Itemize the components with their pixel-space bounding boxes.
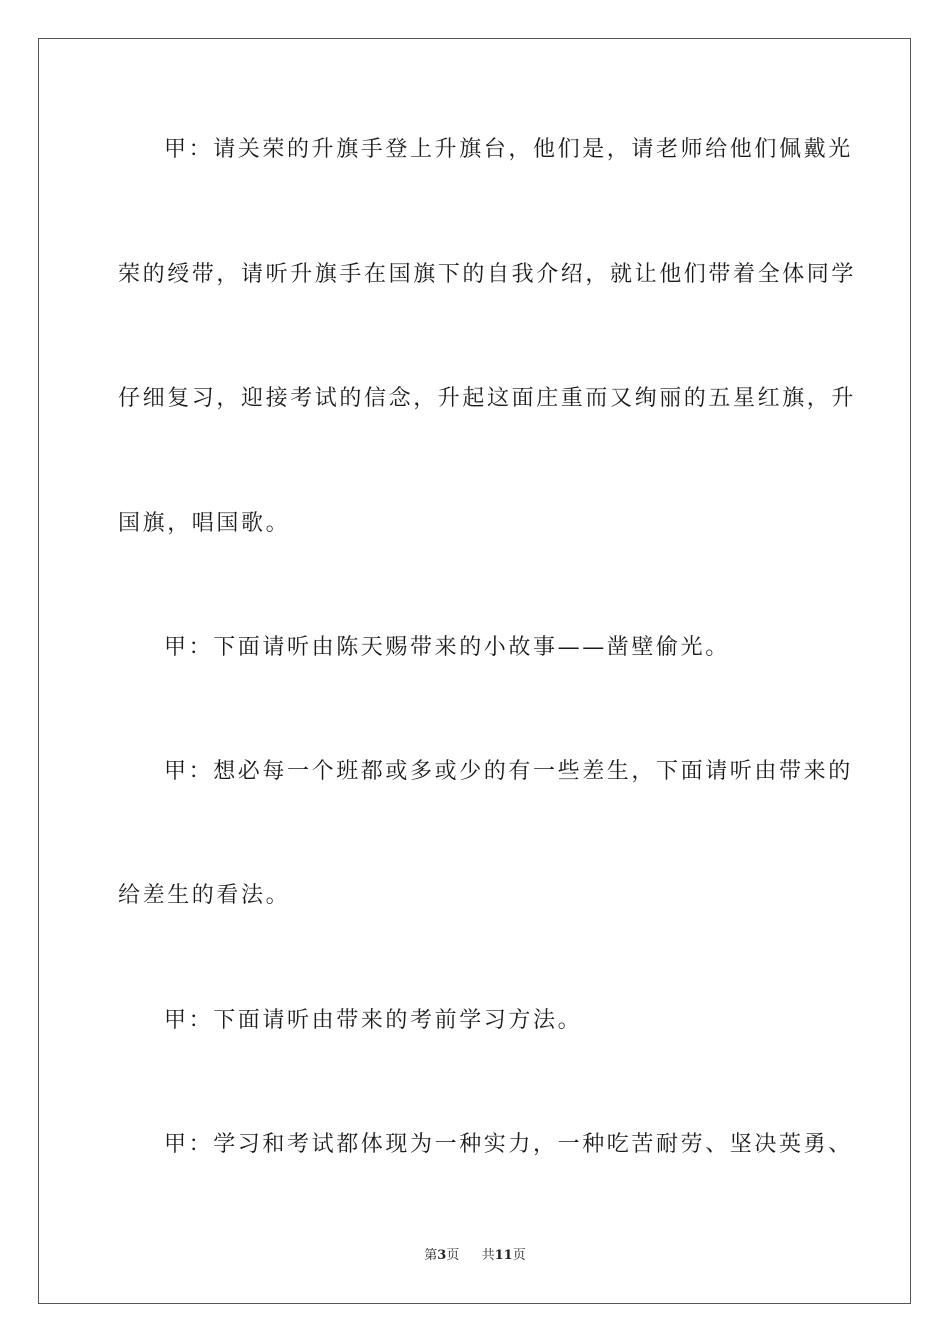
footer-total-number: 11 [494,1248,513,1263]
paragraph-1-line-4: 国旗，唱国歌。 [118,511,291,536]
page-border [38,38,911,1304]
paragraph-1-line-1: 甲：请关荣的升旗手登上升旗台，他们是，请老师给他们佩戴光 [164,137,853,162]
footer-page-prefix: 第 [424,1248,438,1263]
paragraph-2-line-1: 甲：下面请听由陈天赐带来的小故事——凿壁偷光。 [164,635,730,660]
paragraph-3-line-2: 给差生的看法。 [118,883,291,908]
footer-page-number: 3 [437,1248,447,1263]
footer-total-suffix: 页 [512,1248,526,1263]
paragraph-1-line-3: 仔细复习，迎接考试的信念，升起这面庄重而又绚丽的五星红旗，升 [118,386,857,411]
paragraph-4-line-1: 甲：下面请听由带来的考前学习方法。 [164,1008,583,1033]
footer-page-suffix: 页 [446,1248,460,1263]
paragraph-5-line-1: 甲：学习和考试都体现为一种实力，一种吃苦耐劳、坚决英勇、 [164,1132,853,1157]
paragraph-1-line-2: 荣的绶带，请听升旗手在国旗下的自我介绍，就让他们带着全体同学 [118,262,857,287]
footer-total-prefix: 共 [481,1248,495,1263]
paragraph-3-line-1: 甲：想必每一个班都或多或少的有一些差生，下面请听由带来的 [164,759,853,784]
page-footer [0,1247,950,1265]
